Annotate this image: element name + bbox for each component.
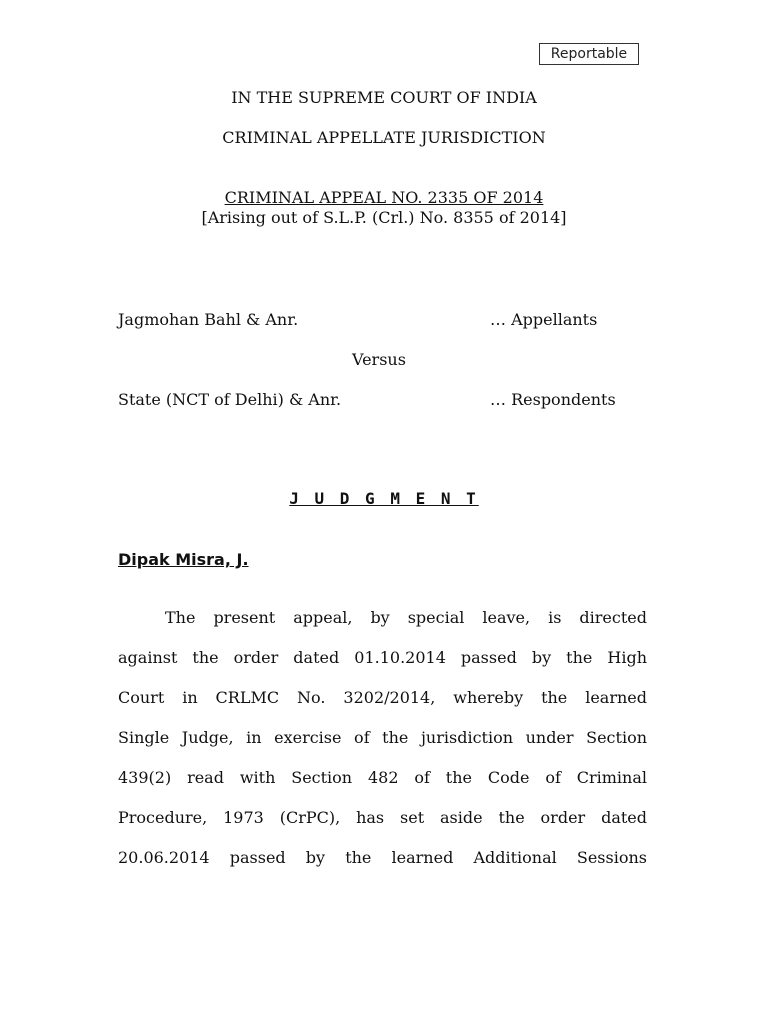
court-title: IN THE SUPREME COURT OF INDIA [231, 88, 537, 107]
paragraph-line: Single Judge, in exercise of the jurisdiction under Section [118, 728, 647, 747]
judgment-paragraph [118, 598, 647, 878]
paragraph-line: 439(2) read with Section 482 of the Code of Criminal [118, 768, 647, 787]
paragraph-line: The present appeal, by special leave, is directed [165, 608, 647, 627]
paragraph-line: against the order dated 01.10.2014 passed by the High [118, 648, 647, 667]
versus-label: Versus [352, 350, 406, 369]
paragraph-line: Procedure, 1973 (CrPC), has set aside the order dated [118, 808, 647, 827]
arising-out-of: [Arising out of S.L.P. (Crl.) No. 8355 of 2014] [201, 208, 567, 227]
appeal-number: CRIMINAL APPEAL NO. 2335 OF 2014 [224, 188, 544, 207]
respondents-role: … Respondents [490, 390, 616, 409]
appellants-name: Jagmohan Bahl & Anr. [118, 310, 299, 329]
respondents-name: State (NCT of Delhi) & Anr. [118, 390, 342, 409]
judge-name: Dipak Misra, J. [118, 550, 249, 569]
appellants-role: … Appellants [490, 310, 598, 329]
reportable-badge: Reportable [539, 43, 639, 65]
paragraph-line: Court in CRLMC No. 3202/2014, whereby the learned [118, 688, 647, 707]
judgment-heading: J U D G M E N T [289, 489, 479, 508]
jurisdiction-title: CRIMINAL APPELLATE JURISDICTION [222, 128, 546, 147]
paragraph-line: 20.06.2014 passed by the learned Additional Sessions [118, 848, 647, 867]
